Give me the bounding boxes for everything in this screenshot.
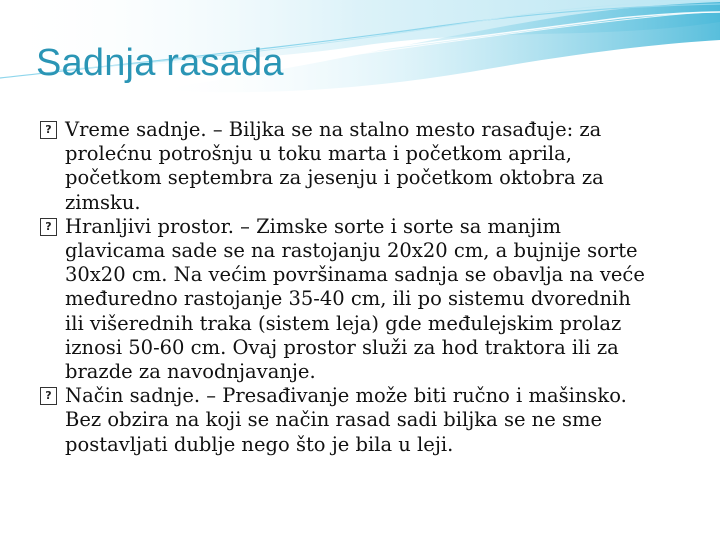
slide-title: Sadnja rasada <box>36 42 284 84</box>
text-line: Vreme sadnje. – Biljka se na stalno mesto rasađuje: za <box>65 118 602 141</box>
text-line: iznosi 50-60 cm. Ovaj prostor služi za hod traktora ili za <box>65 335 619 359</box>
text-line: početkom septembra za jesenju i početkom oktobra za <box>65 166 604 190</box>
text-line: Hranljivi prostor. – Zimske sorte i sorte sa manjim <box>65 214 561 238</box>
text-line: Bez obzira na koji se način rasad sadi biljka se ne sme <box>65 408 603 432</box>
text-line: međuredno rastojanje 35-40 cm, ili po sistemu dvorednih <box>65 287 631 311</box>
text-line: postavljati dublje nego što je bila u leji. <box>65 432 454 456</box>
bullet-icon: ? <box>40 121 57 139</box>
bullet-icon: ? <box>40 387 57 405</box>
paragraph-planting-method <box>40 384 680 457</box>
text-line: Način sadnje. – Presađivanje može biti ručno i mašinsko. <box>65 384 627 408</box>
text-line: brazde za navodnjavanje. <box>65 360 316 384</box>
paragraph-planting-time <box>40 118 680 215</box>
text-line: ili višerednih traka (sistem leja) gde mеđulejskim prolaz <box>65 311 622 335</box>
paragraph-nutrition-space <box>40 215 680 384</box>
slide-body <box>40 118 680 457</box>
text-line: glavicama sade se na rastojanju 20x20 cm, a bujnije sorte <box>65 239 638 263</box>
text-line: 30x20 cm. Na većim površinama sadnja se obavlja na veće <box>65 263 645 287</box>
text-line: prolećnu potrošnju u toku marta i početkom aprila, <box>65 142 572 166</box>
bullet-icon: ? <box>40 218 57 236</box>
text-line: zimsku. <box>65 190 141 214</box>
